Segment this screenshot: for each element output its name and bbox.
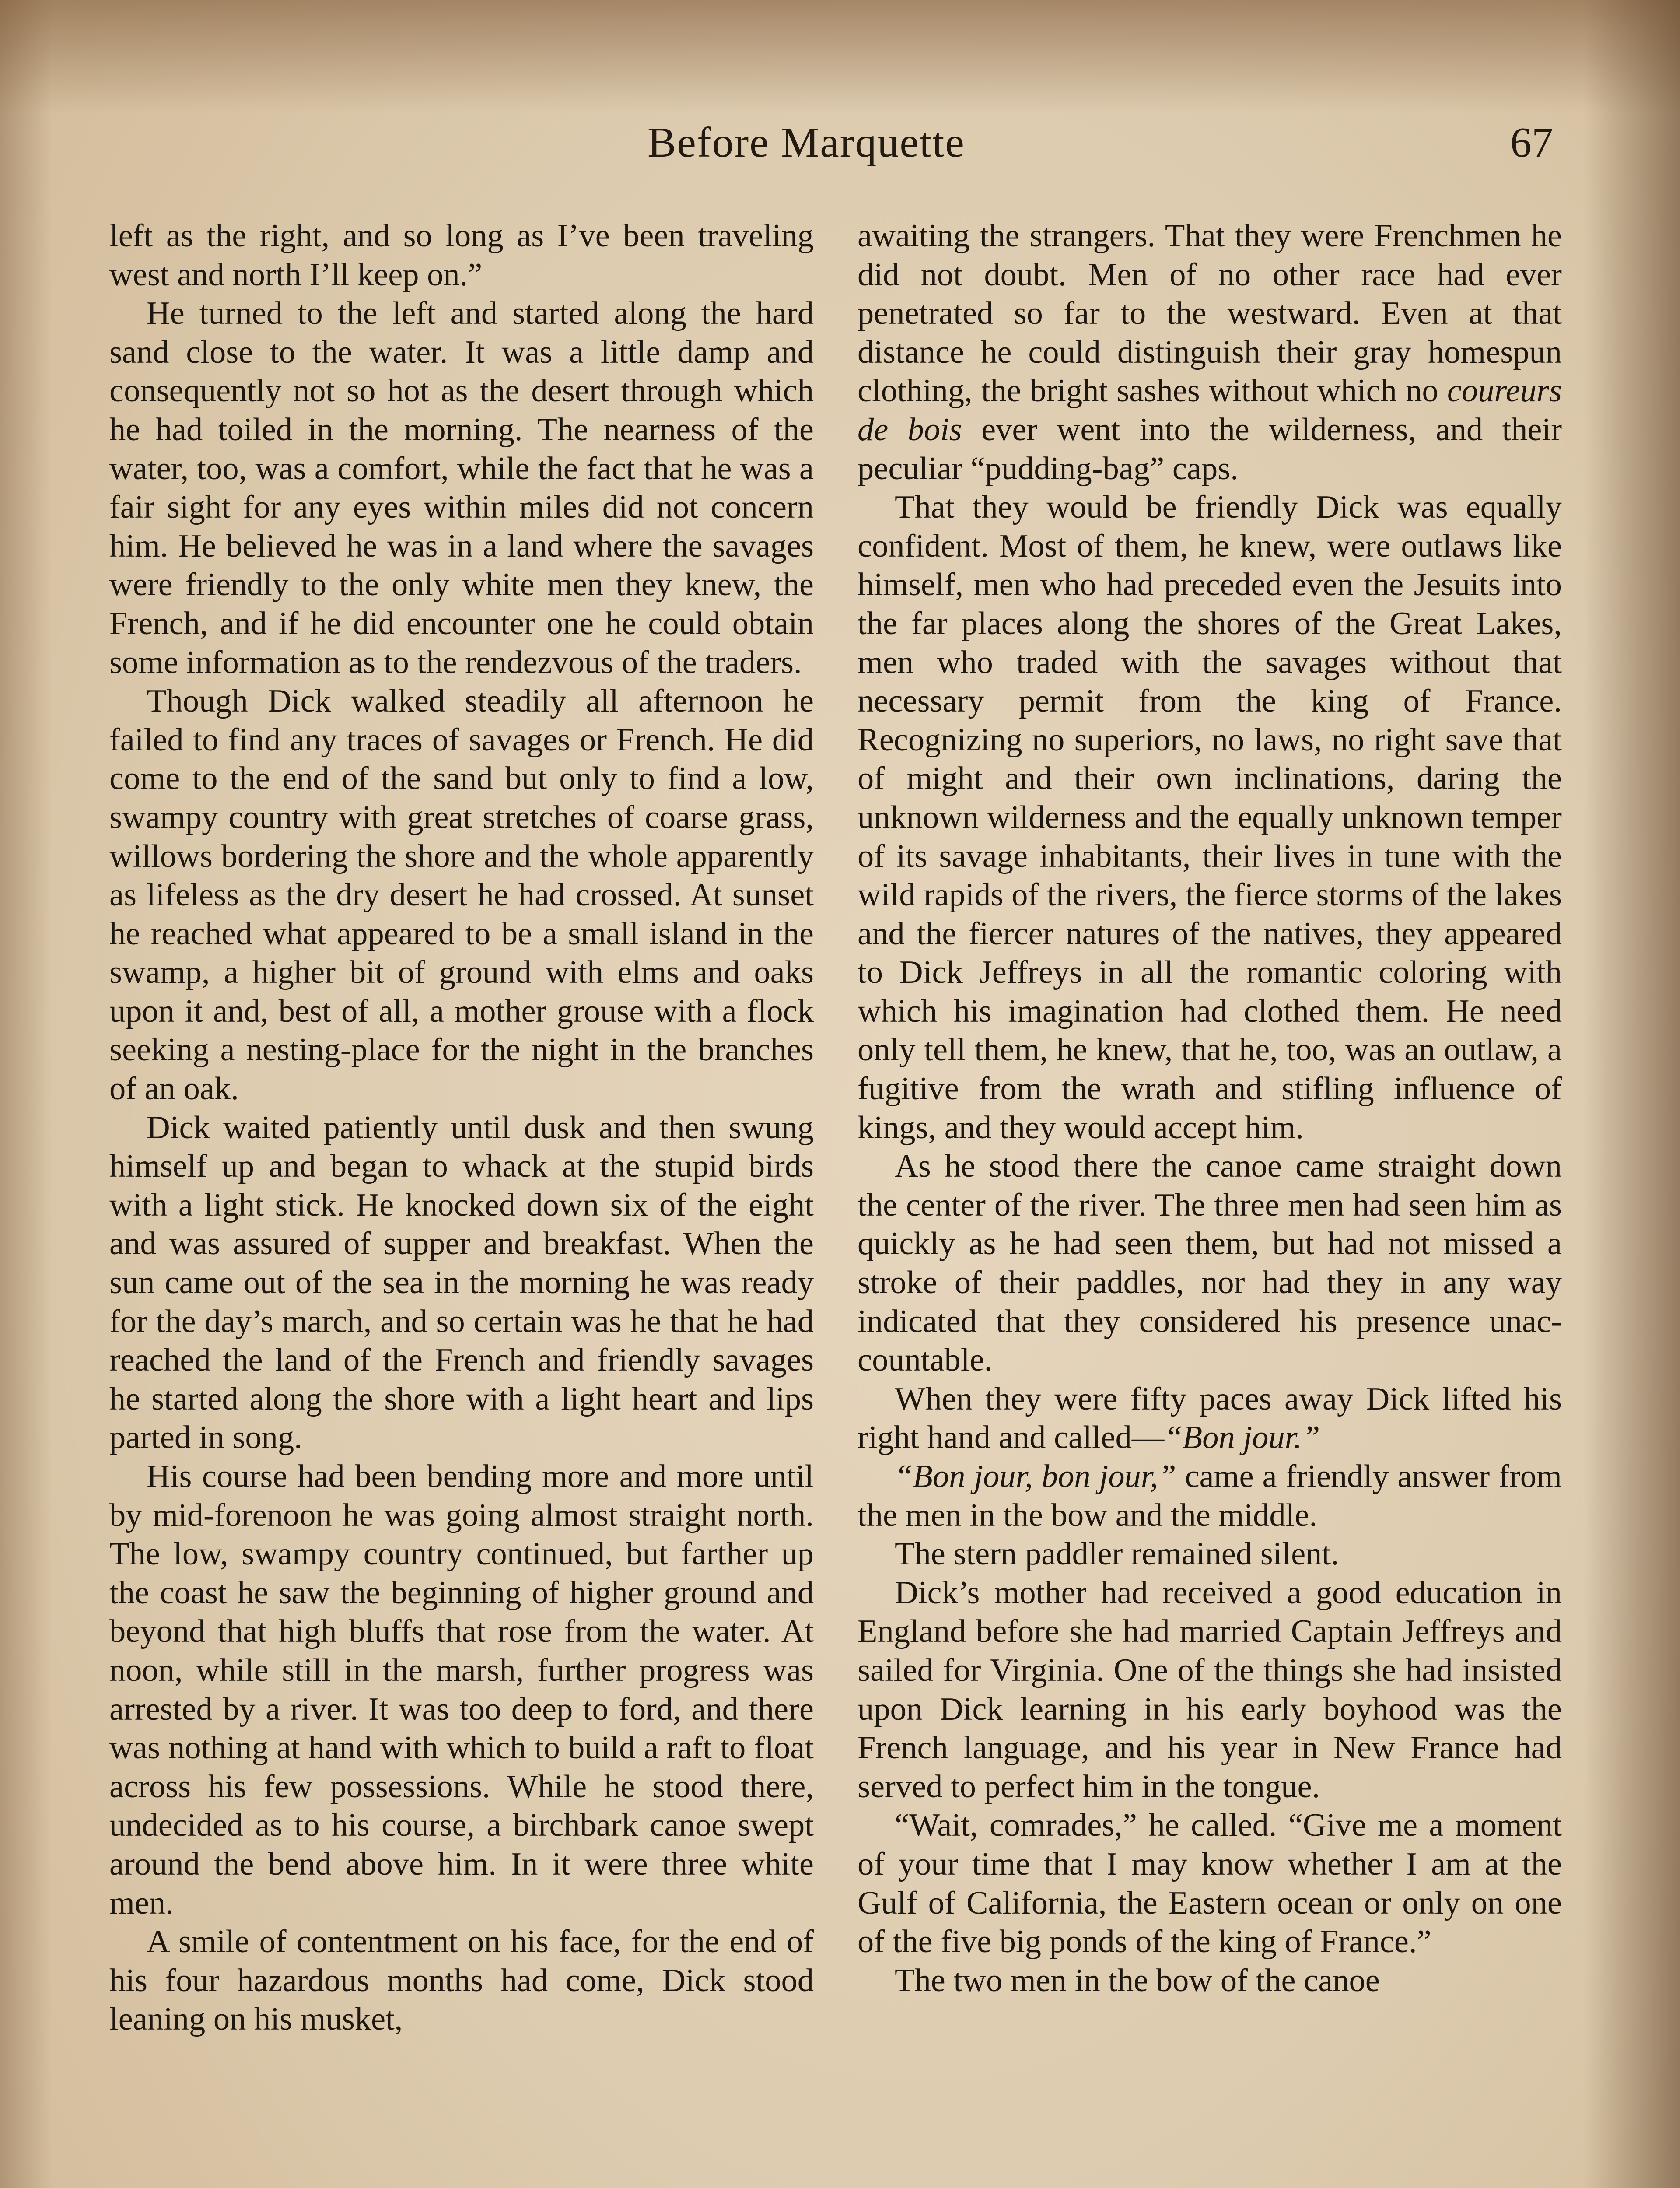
paragraph: Dick waited patiently until dusk and then swung himself up and began to whack at the stupid birds with a light stick. He knocked down six of the eight and was assured of supper and breakfast. When the sun came out of the sea in the morning he was ready for the day’s march, and so certain was he that he had reached the land of the French and friendly savages he started along the shore with a light heart and lips parted in song. [109, 1109, 814, 1456]
running-head [0, 118, 1680, 179]
paragraph: As he stood there the canoe came straight down the center of the river. The three men had seen him as quickly as he had seen them, but had not missed a stroke of their paddles, nor had they in any way indicated that they considered his presence unaccountable. [858, 1148, 1562, 1378]
text-column-right [858, 217, 1562, 2000]
italic-phrase: “Bon jour, bon jour,” [895, 1459, 1176, 1494]
italic-phrase: “Bon jour.” [1164, 1420, 1320, 1456]
page-edge-stain-top [0, 0, 1680, 114]
paragraph: He turned to the left and started along the hard sand close to the water. It was a little damp and consequently not so hot as the desert through which he had toiled in the morning. The nearness of the water, too, was a comfort, while the fact that he was a fair sight for any eyes within miles did not concern him. He believed he was in a land where the savages were friendly to the only white men they knew, the French, and if he did encounter one he could obtain some information as to the rendezvous of the traders. [109, 295, 814, 680]
paragraph: Dick’s mother had received a good education in England before she had married Captain Jeffreys and sailed for Virginia. One of the things she had insisted upon Dick learning in his early boyhood was the French language, and his year in New France had served to perfect him in the tongue. [858, 1574, 1562, 1805]
paragraph [858, 1457, 1562, 1535]
text-run: awaiting the strangers. That they were Frenchmen he did not doubt. Men of no other race had ever penetrated so far to the westward. Even at that distance he could distinguish their gray homespun clothing, the bright sashes without which no [858, 218, 1562, 409]
text-column-left [109, 217, 814, 2039]
text-run: When they were fifty paces away Dick lifted his right hand and called— [858, 1381, 1562, 1456]
paragraph: That they would be friendly Dick was equally confident. Most of them, he knew, were outlaws like himself, men who had preceded even the Jesuits into the far places along the shores of the Great Lakes, men who traded with the savages without that necessary permit from the king of France. Recognizing no superiors, no laws, no right save that of might and their own inclinations, daring the unknown wilderness and the equally unknown temper of its savage inhabitants, their lives in tune with the wild rapids of the rivers, the fierce storms of the lakes and the fiercer natures of the natives, they appeared to Dick Jeffreys in all the romantic coloring with which his imagination had clothed them. He need only tell them, he knew, that he, too, was an outlaw, a fugitive from the wrath and stifling influence of kings, and they would accept him. [858, 489, 1562, 1146]
paragraph: His course had been bending more and more until by mid-forenoon he was going almost straight north. The low, swampy country continued, but farther up the coast he saw the beginning of higher ground and beyond that high bluffs that rose from the water. At noon, while still in the marsh, further progress was arrested by a river. It was too deep to ford, and there was nothing at hand with which to build a raft to float across his few possessions. While he stood there, undecided as to his course, a birchbark canoe swept around the bend above him. In it were three white men. [109, 1459, 814, 1921]
italic-phrase: coureurs de bois [858, 373, 1562, 448]
paragraph [858, 217, 1562, 488]
page-edge-stain-right [1584, 0, 1680, 2188]
paragraph: Though Dick walked steadily all afternoon he failed to find any traces of savages or French. He did come to the end of the sand but only to find a low, swampy country with great stretches of coarse grass, willows bordering the shore and the whole apparently as lifeless as the dry desert he had crossed. At sunset he reached what appeared to be a small island in the swamp, a higher bit of ground with elms and oaks upon it and, best of all, a mother grouse with a flock seeking a nesting-place for the night in the branches of an oak. [109, 683, 814, 1107]
page-number: 67 [1510, 119, 1553, 166]
paragraph: The stern paddler remained silent. [895, 1536, 1339, 1572]
paragraph: The two men in the bow of the canoe [895, 1962, 1380, 1999]
text-run: came a friendly answer from the men in the bow and the middle. [858, 1459, 1562, 1533]
page-edge-stain-left [0, 0, 52, 2188]
paragraph: “Wait, comrades,” he called. “Give me a moment of your time that I may know whether I am at the Gulf of California, the Eastern ocean or only on one of the five big ponds of the king of France.” [858, 1807, 1562, 1960]
paragraph: left as the right, and so long as I’ve been traveling west and north I’ll keep on.” [109, 218, 814, 293]
paragraph [858, 1380, 1562, 1457]
text-run: ever went into the wilderness, and their peculiar “pudding-bag” caps. [858, 411, 1562, 487]
running-title: Before Marquette [648, 119, 965, 166]
paragraph: A smile of contentment on his face, for the end of his four hazardous months had come, Dick stood leaning on his musket, [109, 1924, 814, 2037]
